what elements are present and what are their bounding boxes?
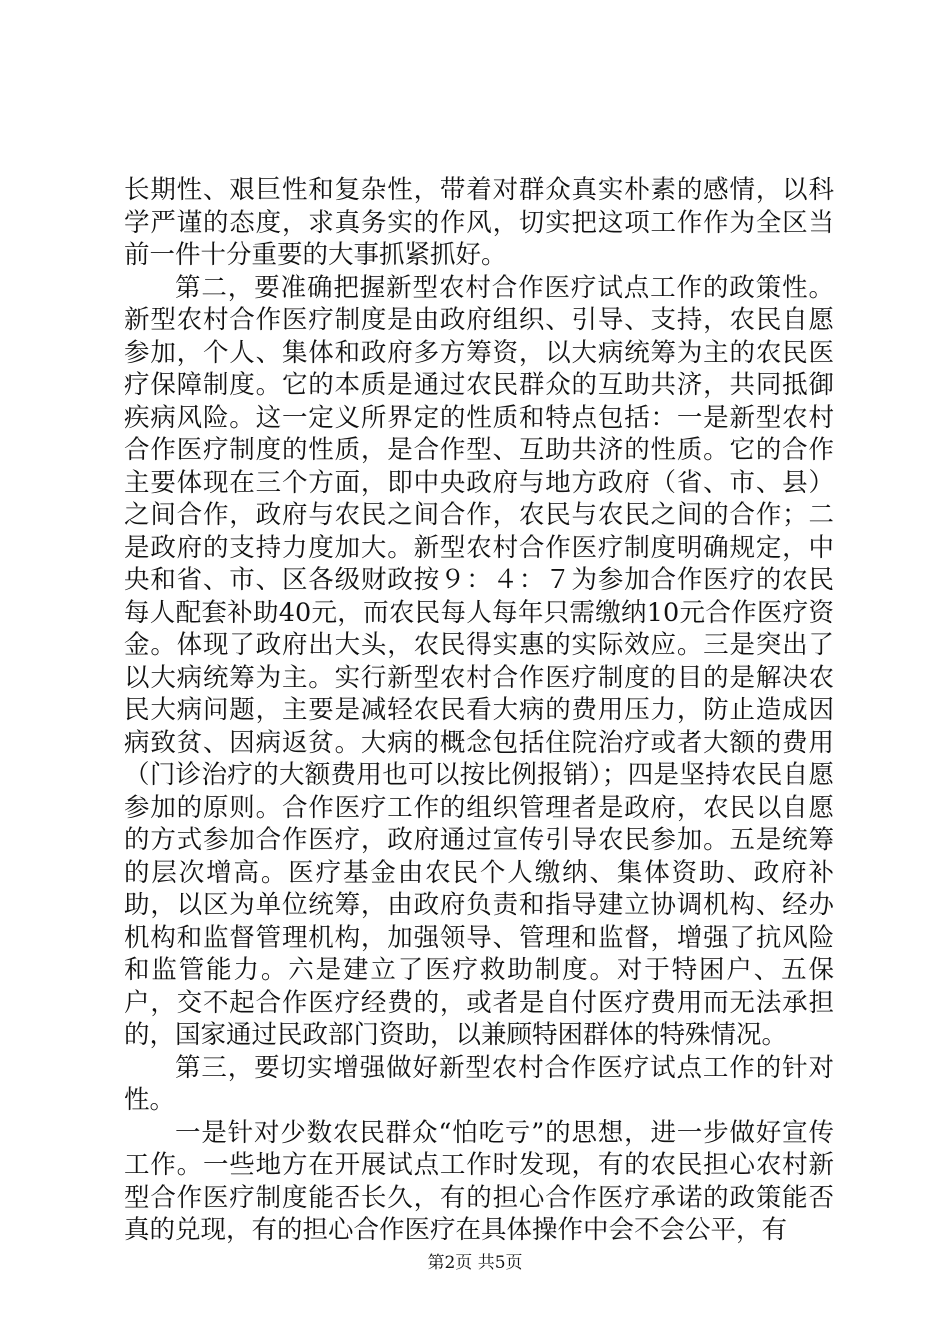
paragraph-continuation: 长期性、艰巨性和复杂性，带着对群众真实朴素的感情，以科学严谨的态度，求真务实的作风，切实把这项工作作为全区当前一件十分重要的大事抓紧抓好。 — [124, 175, 834, 270]
paragraph-pertinence-heading: 第三，要切实增强做好新型农村合作医疗试点工作的针对性。 — [124, 1052, 834, 1115]
paragraph-policy: 第二，要准确把握新型农村合作医疗试点工作的政策性。新型农村合作医疗制度是由政府组织、引导、支持，农民自愿参加，个人、集体和政府多方筹资，以大病统筹为主的农民医疗保障制度。它的本质是通过农民群众的互助共济，共同抵御疾病风险。这一定义所界定的性质和特点包括：一是新型农村合作医疗制度的性质，是合作型、互助共济的性质。它的合作主要体现在三个方面，即中央政府与地方政府（省、市、县）之间合作，政府与农民之间合作，农民与农民之间的合作；二是政府的支持力度加大。新型农村合作医疗制度明确规定，中央和省、市、区各级财政按９：４：７为参加合作医疗的农民每人配套补助40元，而农民每人每年只需缴纳10元合作医疗资金。体现了政府出大头，农民得实惠的实际效应。三是突出了以大病统筹为主。实行新型农村合作医疗制度的目的是解决农民大病问题，主要是减轻农民看大病的费用压力，防止造成因病致贫、因病返贫。大病的概念包括住院治疗或者大额的费用（门诊治疗的大额费用也可以按比例报销）；四是坚持农民自愿参加的原则。合作医疗工作的组织管理者是政府，农民以自愿的方式参加合作医疗，政府通过宣传引导农民参加。五是统筹的层次增高。医疗基金由农民个人缴纳、集体资助、政府补助，以区为单位统筹，由政府负责和指导建立协调机构、经办机构和监督管理机构，加强领导、管理和监督，增强了抗风险和监管能力。六是建立了医疗救助制度。对于特困户、五保户，交不起合作医疗经费的，或者是自付医疗费用而无法承担的，国家通过民政部门资助，以兼顾特困群体的特殊情况。 — [124, 272, 834, 1050]
document-body — [124, 174, 834, 1247]
page-number-footer: 第2页 共5页 — [427, 1253, 523, 1273]
paragraph-publicity: 一是针对少数农民群众“怕吃亏”的思想，进一步做好宣传工作。一些地方在开展试点工作时发现，有的农民担心农村新型合作医疗制度能否长久，有的担心合作医疗承诺的政策能否真的兑现，有的担心合作医疗在具体操作中会不会公平，有 — [124, 1117, 834, 1245]
